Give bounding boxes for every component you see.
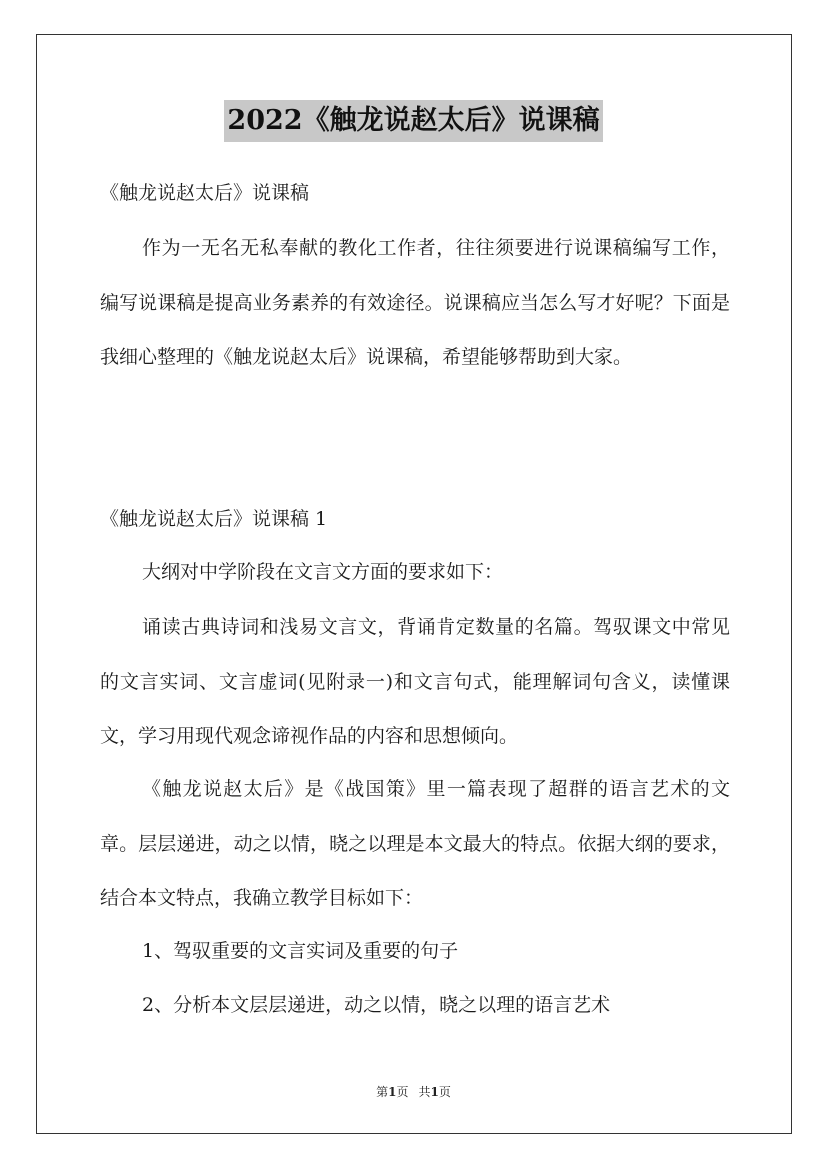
total-suffix: 页: [438, 1085, 451, 1099]
document-title: 2022《触龙说赵太后》说课稿: [224, 100, 602, 142]
body-paragraph-2: 诵读古典诗词和浅易文言文，背诵肯定数量的名篇。驾驭课文中常见的文言实词、文言虚词(见附录一)和文言句式，能理解词句含义，读懂课文，学习用现代观念谛视作品的内容和思想倾向。: [100, 616, 730, 747]
page-footer: [0, 1083, 827, 1101]
page-prefix: 第: [376, 1085, 389, 1099]
list-item-2: 2、分析本文层层递进，动之以情，晓之以理的语言艺术: [142, 994, 611, 1016]
title-container: [0, 100, 827, 142]
list-item-1: 1、驾驭重要的文言实词及重要的句子: [142, 940, 459, 962]
subtitle-paragraph: 《触龙说赵太后》说课稿: [100, 182, 310, 204]
intro-paragraph: 作为一无名无私奉献的教化工作者，往往须要进行说课稿编写工作，编写说课稿是提高业务素养的有效途径。说课稿应当怎么写才好呢？下面是我细心整理的《触龙说赵太后》说课稿，希望能够帮助到大家。: [100, 237, 730, 368]
body-paragraph-3: 《触龙说赵太后》是《战国策》里一篇表现了超群的语言艺术的文章。层层递进，动之以情，晓之以理是本文最大的特点。依据大纲的要求，结合本文特点，我确立教学目标如下：: [100, 778, 730, 909]
total-pages: 1: [430, 1085, 439, 1099]
page-number: 1: [388, 1085, 397, 1099]
body-paragraph-1: 大纲对中学阶段在文言文方面的要求如下：: [142, 561, 504, 583]
section-heading-1: 《触龙说赵太后》说课稿 1: [100, 508, 328, 530]
total-prefix: 共: [418, 1085, 431, 1099]
page-suffix: 页: [396, 1085, 409, 1099]
